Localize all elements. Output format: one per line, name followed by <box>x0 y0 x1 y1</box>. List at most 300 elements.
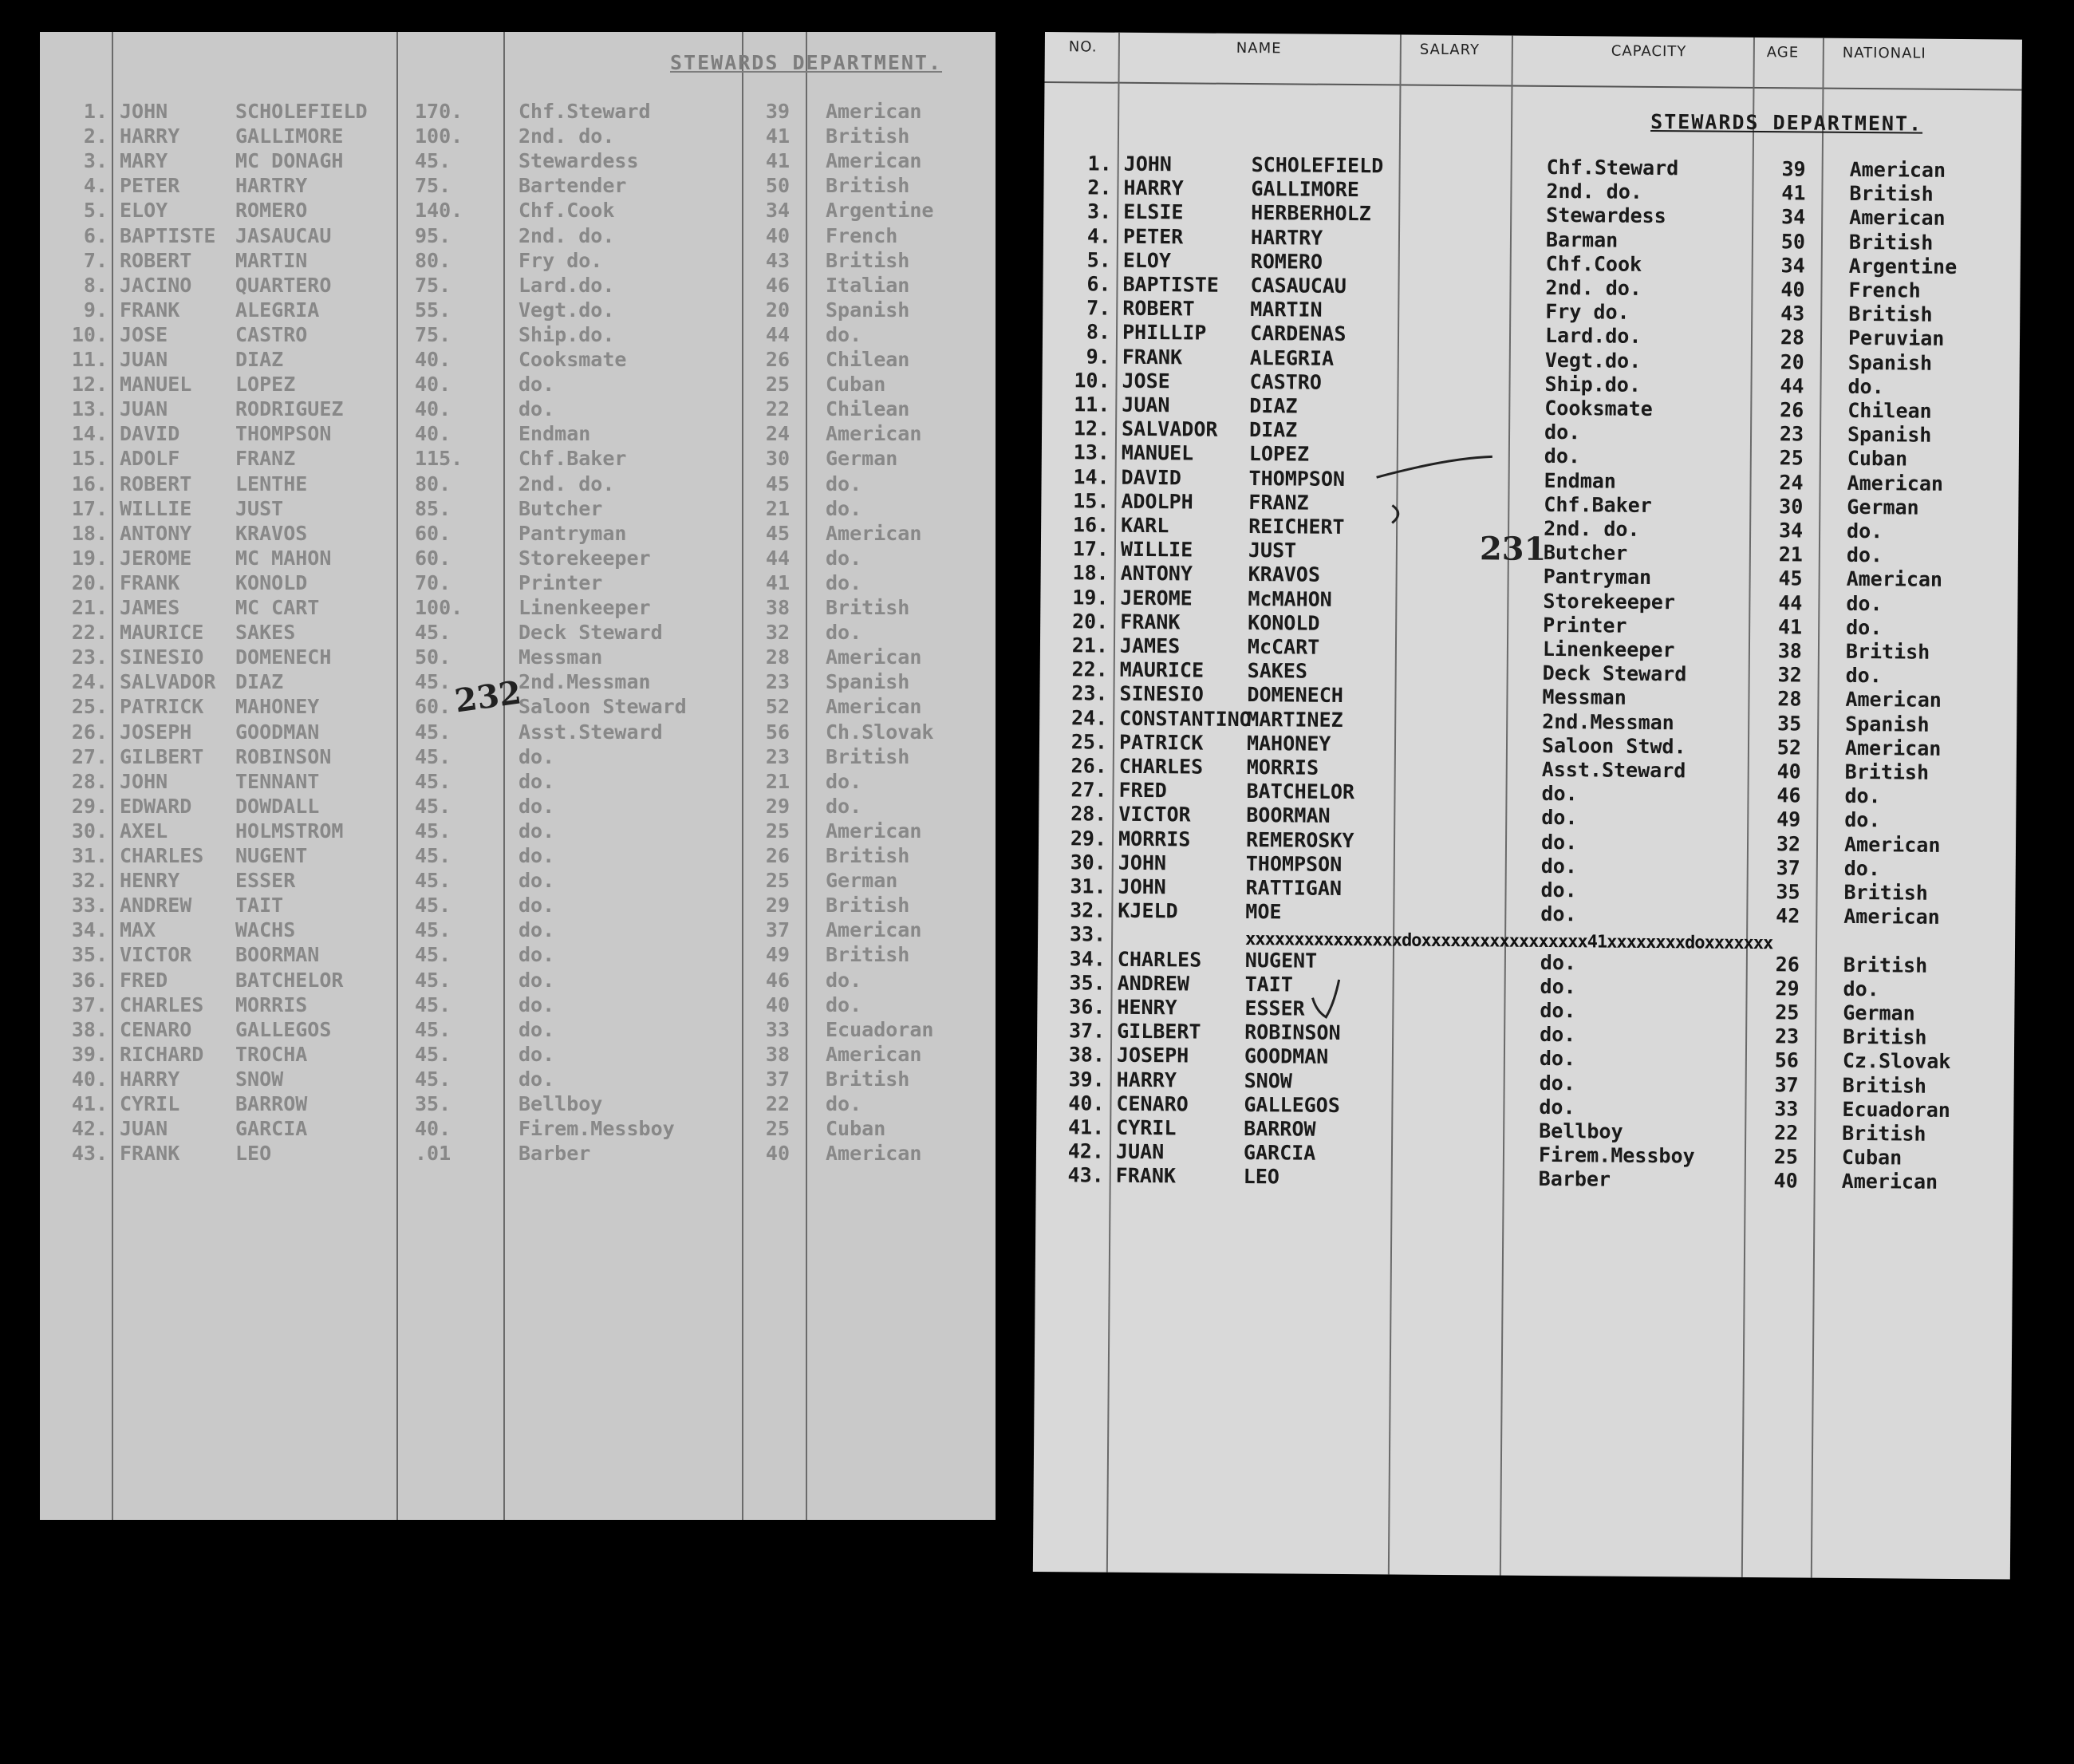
cell-first: JACINO <box>120 273 192 297</box>
cell-no: 32. <box>1070 898 1106 922</box>
cell-no: 28. <box>71 769 108 793</box>
header-name: NAME <box>1236 39 1282 57</box>
cell-no: 13. <box>1073 440 1110 465</box>
cell-nationality: Cuban <box>1841 1146 1902 1170</box>
crew-row <box>40 100 996 124</box>
header-nationality: NATIONALI <box>1842 44 1926 62</box>
cell-age: 40 <box>765 223 790 247</box>
cell-no: 32. <box>71 869 108 893</box>
cell-first: KARL <box>1121 513 1169 538</box>
cell-last: BOORMAN <box>235 943 320 967</box>
cell-last: BOORMAN <box>1246 803 1331 828</box>
cell-no: 36. <box>71 968 108 992</box>
cell-capacity: 2nd. do. <box>518 472 615 495</box>
cell-nationality: British <box>826 844 910 867</box>
cell-capacity: Saloon Stwd. <box>1541 733 1686 759</box>
cell-last: LEO <box>235 1142 272 1166</box>
cell-first: FRANK <box>1120 610 1181 634</box>
cell-salary: 45. <box>415 621 451 645</box>
cell-first: HENRY <box>120 869 180 893</box>
cell-last: ROBINSON <box>235 744 332 768</box>
cell-first: MANUEL <box>120 373 192 397</box>
cell-capacity: 2nd. do. <box>518 124 615 148</box>
cell-nationality: do. <box>826 621 862 645</box>
cell-last: ALEGRIA <box>235 298 320 322</box>
cell-last: McCART <box>1247 635 1320 659</box>
cell-salary: 40. <box>415 422 451 446</box>
cell-nationality: German <box>826 869 898 893</box>
cell-no: 42. <box>1067 1139 1105 1163</box>
crew-row <box>40 1018 996 1042</box>
cell-first: PATRICK <box>1118 730 1204 755</box>
cell-age: 50 <box>765 174 790 198</box>
cell-no: 33. <box>71 894 108 918</box>
cell-salary: 75. <box>415 174 451 198</box>
cell-nationality: British <box>826 248 910 272</box>
cell-no: 6. <box>1086 272 1111 296</box>
cell-last: MC DONAGH <box>235 149 344 173</box>
cell-no: 17. <box>71 496 108 520</box>
cell-age: 33 <box>765 1017 790 1041</box>
cell-last: KRAVOS <box>235 521 308 545</box>
cell-salary: 75. <box>415 273 451 297</box>
cell-age: 34 <box>1780 254 1805 278</box>
cell-age: 22 <box>1773 1121 1799 1145</box>
cell-last: CARDENAS <box>1249 322 1347 346</box>
cell-last: JUST <box>235 496 284 520</box>
cell-capacity: do. <box>1540 902 1577 926</box>
cell-last: ALEGRIA <box>1249 345 1335 370</box>
cell-last: REMEROSKY <box>1245 827 1354 852</box>
cell-capacity: do. <box>518 769 555 793</box>
crew-row <box>40 770 996 794</box>
cell-capacity: do. <box>518 869 555 893</box>
cell-capacity: Bellboy <box>1539 1119 1623 1143</box>
cell-first: BAPTISTE <box>120 223 216 247</box>
cell-no: 36. <box>1069 995 1106 1019</box>
cell-nationality: British <box>826 124 910 148</box>
cell-first: JOHN <box>120 769 168 793</box>
cell-first: JEROME <box>1120 586 1193 610</box>
cell-nationality: American <box>1843 905 1940 929</box>
header-capacity: CAPACITY <box>1611 42 1687 61</box>
cell-salary: 75. <box>415 322 451 346</box>
cell-first: SINESIO <box>1119 682 1204 706</box>
cell-last: LENTHE <box>235 472 308 495</box>
cell-no: 16. <box>71 472 108 495</box>
cell-no: 10. <box>71 322 108 346</box>
cell-last: DIAZ <box>1248 418 1298 442</box>
cell-age: 25 <box>765 869 790 893</box>
cell-nationality: British <box>1842 1073 1927 1098</box>
cell-first: FRANK <box>120 570 180 594</box>
crew-row <box>40 373 996 397</box>
cell-last: HARTRY <box>235 174 308 198</box>
cell-nationality: British <box>826 596 910 619</box>
cell-first: DAVID <box>1121 465 1181 489</box>
cell-last: THOMPSON <box>1248 466 1346 491</box>
cell-capacity: do. <box>518 373 555 397</box>
cell-first: BAPTISTE <box>1122 272 1220 297</box>
crew-row <box>40 522 996 546</box>
cell-first: ANTONY <box>1120 562 1193 586</box>
cell-no: 13. <box>71 397 108 421</box>
cell-age: 44 <box>1780 374 1804 398</box>
cell-capacity: Pantryman <box>1543 565 1652 590</box>
crew-row <box>40 422 996 446</box>
cell-capacity: do. <box>1539 1095 1575 1119</box>
crew-row <box>40 274 996 298</box>
cell-no: 33. <box>1069 922 1106 947</box>
cell-no: 42. <box>71 1117 108 1141</box>
cell-nationality: British <box>1848 302 1933 326</box>
cell-salary: 45. <box>415 869 451 893</box>
crew-row <box>40 795 996 819</box>
cell-salary: 45. <box>415 769 451 793</box>
cell-no: 30. <box>71 819 108 843</box>
cell-capacity: Fry do. <box>518 248 603 272</box>
cell-no: 27. <box>71 744 108 768</box>
cell-first: KJELD <box>1118 898 1178 923</box>
cell-first: GILBERT <box>1117 1019 1201 1044</box>
cell-age: 25 <box>765 1117 790 1141</box>
cell-no: 43. <box>71 1142 108 1166</box>
cell-nationality: do. <box>826 472 862 495</box>
cell-no: 40. <box>71 1067 108 1091</box>
cell-first: CENARO <box>120 1017 192 1041</box>
cell-no: 23. <box>71 645 108 669</box>
crew-row <box>40 323 996 347</box>
crew-row <box>40 174 996 198</box>
cell-age: 40 <box>765 1142 790 1166</box>
cell-age: 33 <box>1774 1097 1799 1121</box>
cell-last: McMAHON <box>1248 586 1332 611</box>
cell-last: NUGENT <box>1244 948 1318 973</box>
cell-salary: 45. <box>415 943 451 967</box>
cell-capacity: do. <box>1539 1047 1576 1071</box>
cell-last: LOPEZ <box>235 373 296 397</box>
cell-first: ANTONY <box>120 521 192 545</box>
cell-no: 39. <box>1068 1067 1105 1091</box>
cell-last: KONOLD <box>235 570 308 594</box>
cell-first: HARRY <box>120 124 180 148</box>
cell-nationality: American <box>826 1042 922 1066</box>
cell-nationality: Ecuadoran <box>826 1017 934 1041</box>
cell-first: JOHN <box>1118 874 1166 899</box>
cell-nationality: German <box>826 447 898 471</box>
cell-first: EDWARD <box>120 794 192 818</box>
cell-last: CASTRO <box>1249 369 1322 394</box>
cell-capacity: 2nd. do. <box>1545 275 1642 300</box>
cell-first: ADOLPH <box>1121 489 1193 514</box>
cell-age: 45 <box>765 472 790 495</box>
cell-salary: 95. <box>415 223 451 247</box>
cell-first: HARRY <box>1116 1067 1177 1091</box>
page-number-stamp: 231 <box>1479 530 1547 568</box>
crew-row <box>40 819 996 843</box>
cell-nationality: do. <box>1844 784 1881 808</box>
cell-first: ADOLF <box>120 447 180 471</box>
cell-last: RATTIGAN <box>1245 876 1343 900</box>
cell-nationality: Cuban <box>826 373 886 397</box>
cell-nationality: American <box>826 521 922 545</box>
cell-salary: 40. <box>415 397 451 421</box>
cell-salary: 45. <box>415 1017 451 1041</box>
cell-first: JOSEPH <box>120 720 192 744</box>
cell-capacity: Chf.Cook <box>1545 251 1642 276</box>
cell-last: ROMERO <box>235 199 308 223</box>
cell-last: BARROW <box>1244 1117 1316 1141</box>
cell-age: 46 <box>1776 783 1801 807</box>
cell-nationality: German <box>1843 1000 1915 1025</box>
cell-last: FRANZ <box>1248 490 1309 515</box>
cell-capacity: Linenkeeper <box>1542 637 1675 662</box>
cell-age: 26 <box>765 844 790 867</box>
cell-nationality: American <box>1846 567 1943 592</box>
cell-last: DOWDALL <box>235 794 320 818</box>
cell-nationality: do. <box>1847 374 1884 399</box>
cell-first: JOHN <box>120 100 168 123</box>
cell-no: 40. <box>1068 1091 1105 1115</box>
cell-no: 35. <box>71 943 108 967</box>
cell-capacity: Endman <box>518 422 591 446</box>
cell-salary: 45. <box>415 968 451 992</box>
cell-last: BATCHELOR <box>1246 779 1355 804</box>
cell-first: VICTOR <box>1118 803 1191 827</box>
cell-last: MOE <box>1245 900 1282 924</box>
cell-capacity: Chf.Cook <box>518 199 615 223</box>
cell-capacity: do. <box>1540 998 1576 1023</box>
cell-age: 49 <box>765 943 790 967</box>
cell-age: 40 <box>1776 760 1801 783</box>
cell-nationality: Spanish <box>1847 423 1932 447</box>
cell-age: 56 <box>1774 1048 1800 1072</box>
cell-no: 4. <box>83 174 108 198</box>
cell-capacity: Barber <box>1538 1167 1611 1192</box>
cell-age: 23 <box>765 670 790 694</box>
cell-nationality: do. <box>1843 856 1881 881</box>
cell-age: 32 <box>1776 831 1801 856</box>
cell-no: 5. <box>1086 248 1111 272</box>
cell-first: JUAN <box>1115 1139 1165 1164</box>
cell-age: 26 <box>1780 398 1804 422</box>
cell-capacity: Stewardess <box>518 149 639 173</box>
cell-last: BARROW <box>235 1092 308 1115</box>
cell-nationality: American <box>826 422 922 446</box>
cell-age: 23 <box>1774 1024 1800 1048</box>
crew-row <box>40 745 996 769</box>
cell-capacity: do. <box>518 992 555 1016</box>
cell-nationality: American <box>826 645 922 669</box>
strike-through-marks: xxxxxxxxxxxxxxxxdoxxxxxxxxxxxxxxxxx41xxxxxxxxdoxxxxxxx <box>1244 929 1773 954</box>
cell-age: 35 <box>1777 711 1802 736</box>
cell-age: 34 <box>1780 205 1806 229</box>
cell-no: 17. <box>1072 537 1110 561</box>
cell-nationality: British <box>1849 182 1934 206</box>
cell-age: 45 <box>765 521 790 545</box>
cell-age: 24 <box>1779 470 1804 495</box>
cell-capacity: do. <box>518 1067 555 1091</box>
cell-age: 44 <box>1778 590 1803 615</box>
cell-age: 37 <box>1774 1072 1799 1097</box>
cell-nationality: do. <box>1844 808 1881 832</box>
cell-no: 25. <box>1071 730 1108 754</box>
cell-last: LOPEZ <box>1248 442 1310 467</box>
cell-no: 3. <box>1087 199 1112 224</box>
cell-first: SALVADOR <box>1121 416 1218 441</box>
cell-no: 34. <box>1069 946 1106 971</box>
cell-salary: 45. <box>415 844 451 867</box>
cell-age: 39 <box>765 100 790 123</box>
crew-row <box>40 1142 996 1166</box>
cell-last: QUARTERO <box>235 273 332 297</box>
cell-capacity: Firem.Messboy <box>1538 1143 1695 1168</box>
crew-row <box>40 894 996 918</box>
cell-age: 40 <box>1773 1169 1798 1193</box>
cell-salary: 85. <box>415 496 451 520</box>
cell-capacity: Chf.Baker <box>1544 492 1652 517</box>
crew-row <box>40 249 996 273</box>
cell-capacity: 2nd. do. <box>1546 180 1642 204</box>
cell-nationality: do. <box>826 769 862 793</box>
cell-no: 39. <box>71 1042 108 1066</box>
crew-row <box>40 447 996 471</box>
cell-first: ELOY <box>1122 248 1172 273</box>
cell-last: CASAUCAU <box>1250 274 1347 298</box>
cell-first: JUAN <box>120 397 168 421</box>
crew-row <box>40 844 996 868</box>
cell-first: SALVADOR <box>120 670 216 694</box>
cell-age: 21 <box>765 769 790 793</box>
cell-capacity: Endman <box>1544 468 1617 493</box>
cell-salary: 115. <box>415 447 463 471</box>
crew-row <box>40 918 996 942</box>
cell-age: 32 <box>765 621 790 645</box>
cell-last: SNOW <box>1244 1068 1293 1093</box>
cell-capacity: Vegt.do. <box>1544 348 1642 373</box>
cell-last: MARTIN <box>235 248 308 272</box>
cell-capacity: Saloon Steward <box>518 695 687 719</box>
cell-first: CONSTANTINO <box>1119 706 1252 731</box>
cell-salary: 60. <box>415 546 451 570</box>
cell-no: 41. <box>71 1092 108 1115</box>
cell-salary: 80. <box>415 472 451 495</box>
cell-nationality: Ch.Slovak <box>826 720 934 744</box>
cell-no: 43. <box>1067 1163 1104 1188</box>
cell-first: GILBERT <box>120 744 204 768</box>
cell-age: 40 <box>1780 278 1805 302</box>
cell-age: 41 <box>765 570 790 594</box>
crew-row <box>40 472 996 496</box>
cell-salary: 50. <box>415 645 451 669</box>
cell-age: 38 <box>765 1042 790 1066</box>
cell-first: ROBERT <box>1122 296 1195 321</box>
cell-nationality: American <box>826 1142 922 1166</box>
cell-first: ROBERT <box>120 248 192 272</box>
cell-nationality: do. <box>826 570 862 594</box>
cell-age: 41 <box>1781 181 1806 205</box>
cell-age: 49 <box>1776 807 1801 831</box>
cell-first: WILLIE <box>120 496 192 520</box>
cell-nationality: American <box>826 819 922 843</box>
crew-row <box>40 149 996 173</box>
cell-capacity: Pantryman <box>518 521 627 545</box>
cell-capacity: Vegt.do. <box>518 298 615 322</box>
cell-capacity: do. <box>1539 1071 1575 1095</box>
cell-nationality: British <box>826 894 910 918</box>
cell-nationality: do. <box>1847 519 1883 543</box>
cell-age: 30 <box>765 447 790 471</box>
cell-capacity: do. <box>1540 878 1577 902</box>
crew-row <box>40 670 996 694</box>
cell-age: 24 <box>765 422 790 446</box>
cell-no: 14. <box>1073 464 1110 489</box>
cell-last: GALLEGOS <box>235 1017 332 1041</box>
cell-no: 26. <box>1071 754 1107 778</box>
cell-salary: 170. <box>415 100 463 123</box>
cell-nationality: Chilean <box>826 397 910 421</box>
cell-nationality: do. <box>1846 591 1883 615</box>
cell-first: RICHARD <box>120 1042 204 1066</box>
crew-row <box>40 621 996 645</box>
cell-first: HARRY <box>120 1067 180 1091</box>
cell-salary: 45. <box>415 918 451 942</box>
cell-nationality: British <box>826 943 910 967</box>
cell-capacity: Butcher <box>1543 541 1628 565</box>
cell-first: JAMES <box>1119 633 1181 658</box>
cell-first: FRANK <box>1122 345 1183 369</box>
crew-row <box>40 224 996 248</box>
cell-first: CENARO <box>1116 1091 1189 1116</box>
crew-row <box>40 596 996 620</box>
cell-nationality: British <box>826 174 910 198</box>
cell-last: GALLIMORE <box>235 124 344 148</box>
cell-first: PETER <box>1122 224 1184 248</box>
cell-first: CYRIL <box>1116 1115 1177 1140</box>
cell-capacity: do. <box>518 794 555 818</box>
cell-capacity: Printer <box>518 570 603 594</box>
cell-first: ROBERT <box>120 472 192 495</box>
crew-row <box>40 969 996 992</box>
cell-no: 37. <box>71 992 108 1016</box>
cell-age: 56 <box>765 720 790 744</box>
cell-last: FRANZ <box>235 447 296 471</box>
cell-first: FRANK <box>120 1142 180 1166</box>
cell-last: TAIT <box>235 894 284 918</box>
cell-no: 1. <box>1087 152 1112 176</box>
cell-last: TENNANT <box>235 769 320 793</box>
cell-nationality: Spanish <box>826 670 910 694</box>
cell-nationality: American <box>826 695 922 719</box>
cell-age: 25 <box>765 819 790 843</box>
cell-nationality: do. <box>826 992 862 1016</box>
cell-capacity: Storekeeper <box>1543 589 1676 614</box>
cell-age: 22 <box>765 397 790 421</box>
cell-age: 37 <box>765 1067 790 1091</box>
cell-last: DIAZ <box>1249 394 1298 418</box>
cell-salary: 45. <box>415 819 451 843</box>
cell-last: SCHOLEFIELD <box>235 100 368 123</box>
cell-age: 21 <box>1778 543 1803 566</box>
cell-salary: 45. <box>415 1067 451 1091</box>
cell-no: 22. <box>1071 657 1108 681</box>
cell-age: 28 <box>1777 687 1802 711</box>
cell-age: 21 <box>765 496 790 520</box>
cell-nationality: American <box>826 918 922 942</box>
cell-nationality: American <box>1844 736 1942 760</box>
cell-capacity: do. <box>518 943 555 967</box>
cell-capacity: do. <box>1541 806 1578 830</box>
